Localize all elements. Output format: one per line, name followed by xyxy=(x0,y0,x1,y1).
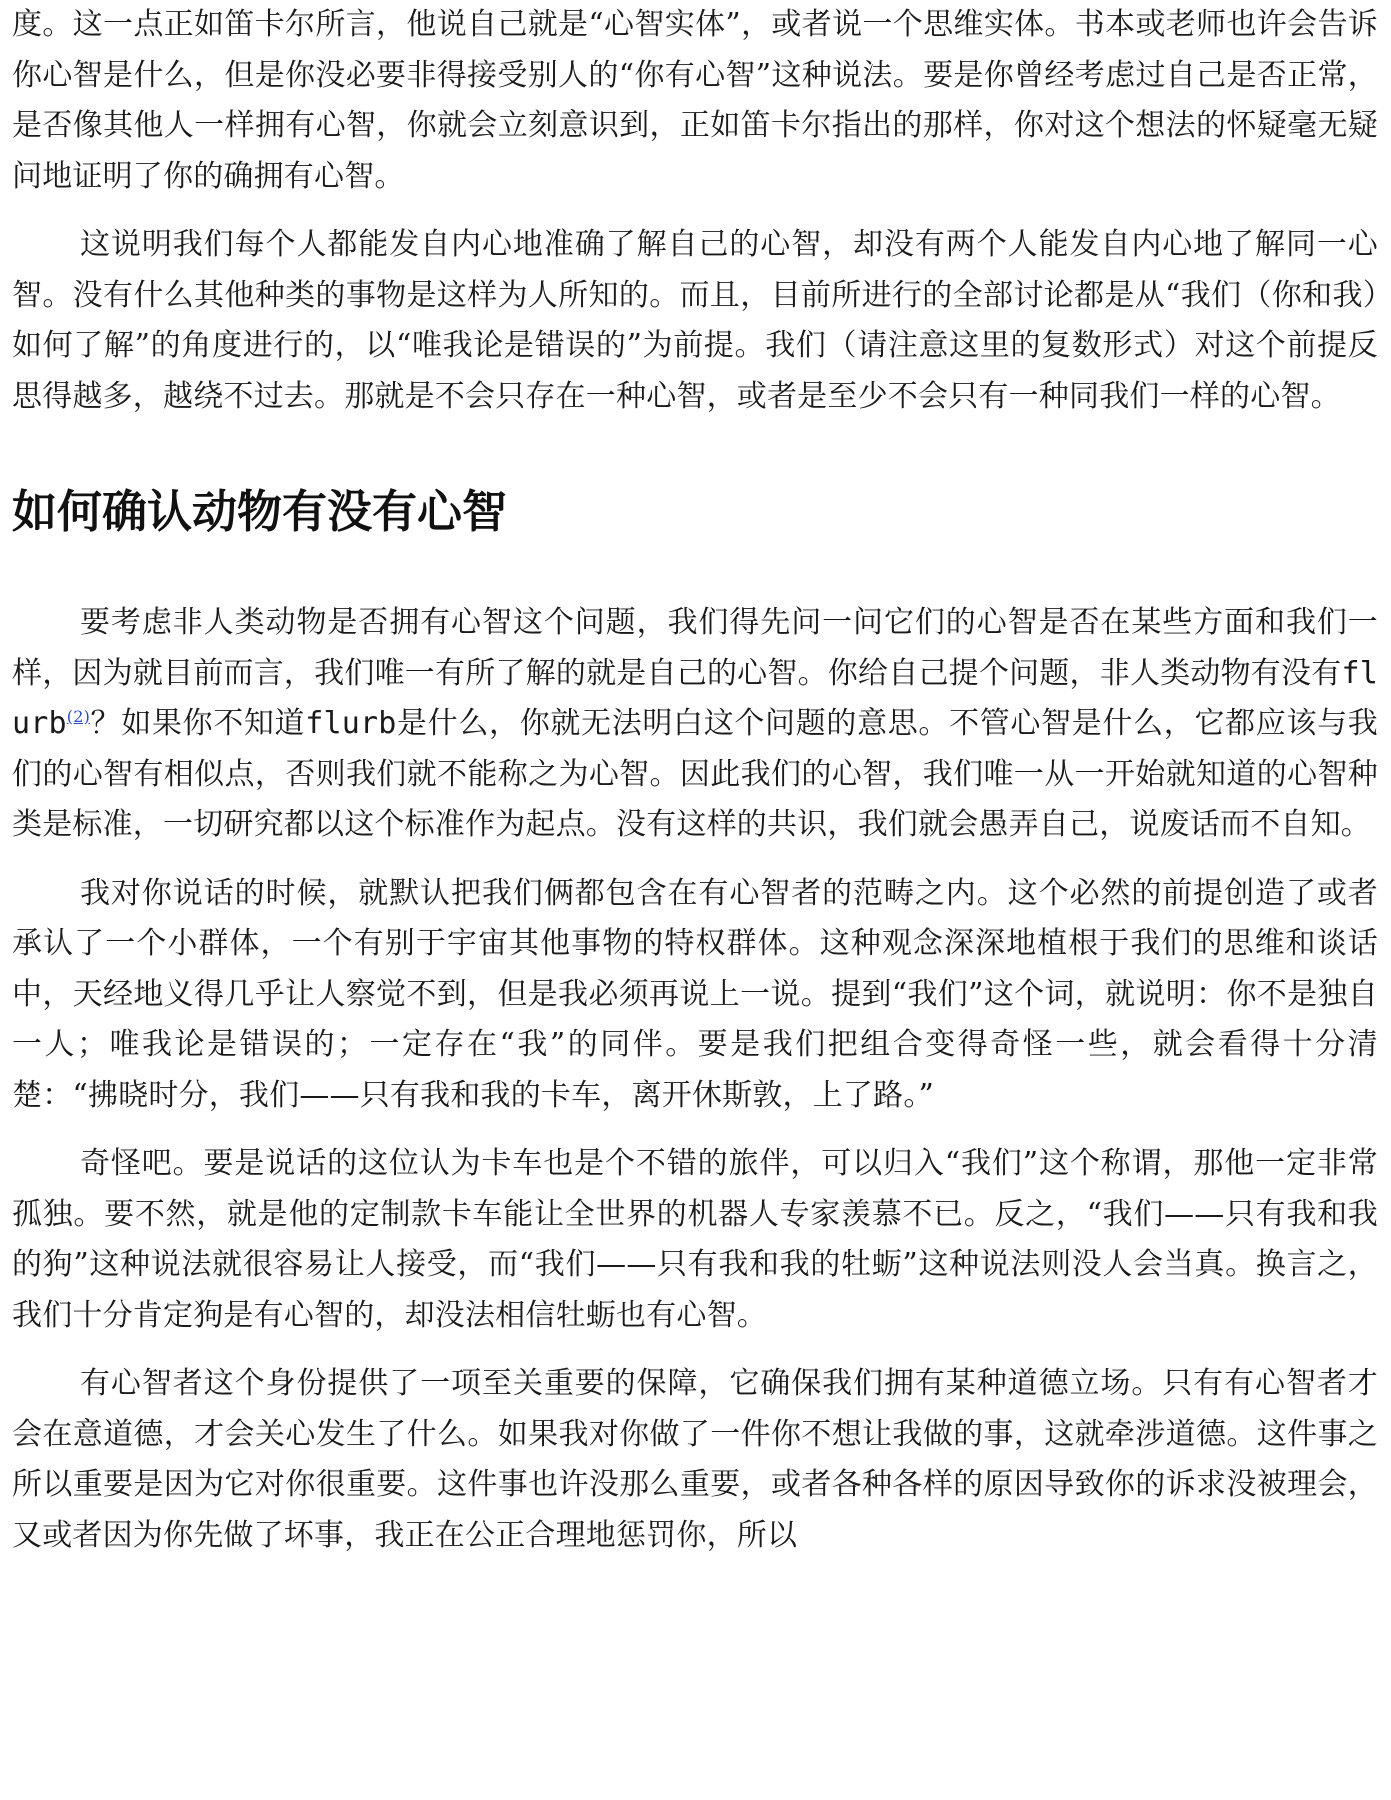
paragraph-1: 度。这一点正如笛卡尔所言，他说自己就是“心智实体”，或者说一个思维实体。书本或老师也许会告诉你心智是什么，但是你没必要非得接受别人的“你有心智”这种说法。要是你曾经考虑过自己是否正常，是否像其他人一样拥有心智，你就会立刻意识到，正如笛卡尔指出的那样，你对这个想法的怀疑毫无疑问地证明了你的确拥有心智。 xyxy=(12,7,1378,194)
paragraph-3-text-c: 是什么，你就无法明白这个问题的意思。不管心智是什么，它都应该与我们的心智有相似点，否则我们就不能称之为心智。因此我们的心智，我们唯一从一开始就知道的心智种类是标准，一切研究都以这个标准作为起点。没有这样的共识，我们就会愚弄自己，说废话而不自知。 xyxy=(12,706,1378,842)
paragraph-6: 有心智者这个身份提供了一项至关重要的保障，它确保我们拥有某种道德立场。只有有心智者才会在意道德，才会关心发生了什么。如果我对你做了一件你不想让我做的事，这就牵涉道德。这件事之所以重要是因为它对你很重要。这件事也许没那么重要，或者各种各样的原因导致你的诉求没被理会，又或者因为你先做了坏事，我正在公正合理地惩罚你，所以 xyxy=(12,1366,1378,1553)
section-heading: 如何确认动物有没有心智 xyxy=(12,485,508,538)
paragraph-3-text-a: 要考虑非人类动物是否拥有心智这个问题，我们得先问一问它们的心智是否在某些方面和我们一样，因为就目前而言，我们唯一有所了解的就是自己的心智。你给自己提个问题，非人类动物有没有 xyxy=(12,605,1378,691)
paragraph-4: 我对你说话的时候，就默认把我们俩都包含在有心智者的范畴之内。这个必然的前提创造了或者承认了一个小群体，一个有别于宇宙其他事物的特权群体。这种观念深深地植根于我们的思维和谈话中，天经地义得几乎让人察觉不到，但是我必须再说上一说。提到“我们”这个词，就说明：你不是独自一人；唯我论是错误的；一定存在“我”的同伴。要是我们把组合变得奇怪一些，就会看得十分清楚：“拂晓时分，我们——只有我和我的卡车，离开休斯敦，上了路。” xyxy=(12,875,1378,1113)
paragraph-3 xyxy=(12,598,1378,851)
paragraph-2: 这说明我们每个人都能发自内心地准确了解自己的心智，却没有两个人能发自内心地了解同一心智。没有什么其他种类的事物是这样为人所知的。而且，目前所进行的全部讨论都是从“我们（你和我）如何了解”的角度进行的，以“唯我论是错误的”为前提。我们（请注意这里的复数形式）对这个前提反思得越多，越绕不过去。那就是不会只存在一种心智，或者是至少不会只有一种同我们一样的心智。 xyxy=(12,227,1378,414)
term-flurb: flurb xyxy=(12,655,1378,741)
paragraph-3-text-b: ？如果你不知道 xyxy=(90,706,306,741)
page xyxy=(12,0,1378,1561)
paragraph-5: 奇怪吧。要是说话的这位认为卡车也是个不错的旅伴，可以归入“我们”这个称谓，那他一定非常孤独。要不然，就是他的定制款卡车能让全世界的机器人专家羡慕不已。反之，“我们——只有我和我的狗”这种说法就很容易让人接受，而“我们——只有我和我的牡蛎”这种说法则没人会当真。换言之，我们十分肯定狗是有心智的，却没法相信牡蛎也有心智。 xyxy=(12,1146,1378,1333)
term-flurb-2: flurb xyxy=(305,706,397,741)
footnote-link-2[interactable]: (2) xyxy=(66,707,91,726)
